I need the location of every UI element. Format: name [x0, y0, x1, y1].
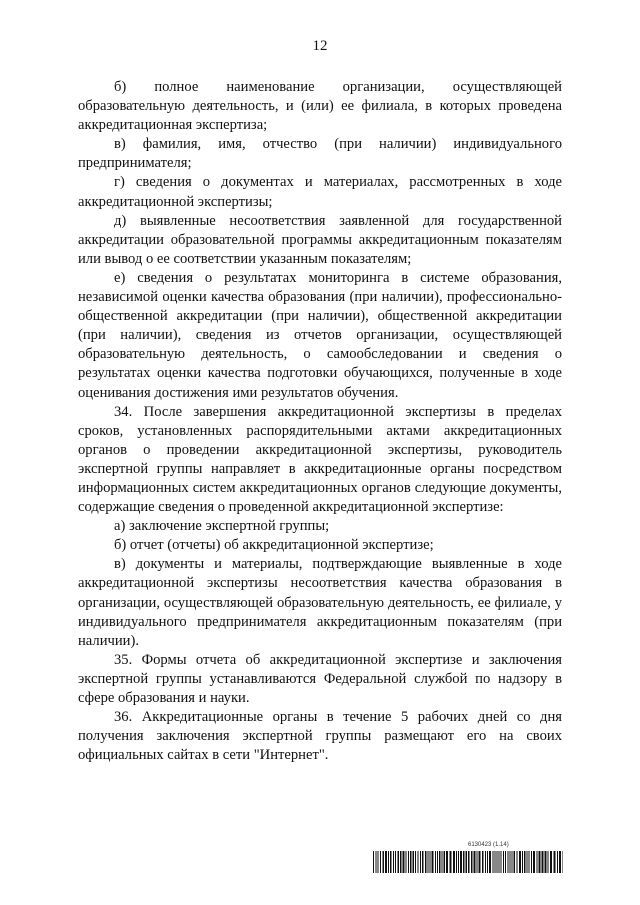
paragraph-item-v-documents: в) документы и материалы, подтверждающие выявленные в ходе аккредитационной экспертизы несоответствия качества образования в организации, осуществляющей образовательную деятельность, ее филиале, у индивидуального предпринимателя аккредитационным показателям (при наличии). [78, 556, 562, 649]
document-code: 6130423 (1.14) [468, 842, 509, 848]
barcode-icon [373, 851, 563, 873]
page-number: 12 [312, 38, 328, 54]
paragraph-item-a-conclusion: а) заключение экспертной группы; [114, 518, 330, 535]
paragraph-clause-35: 35. Формы отчета об аккредитационной экспертизе и заключения экспертной группы устанавливаются Федеральной службой по надзору в сфере образования и науки. [78, 651, 562, 706]
paragraph-item-v-full-name: в) фамилия, имя, отчество (при наличии) индивидуального предпринимателя; [78, 136, 562, 172]
paragraph-item-d-nonconformities: д) выявленные несоответствия заявленной для государственной аккредитации образовательной программы аккредитационным показателям или вывод о ее соответствии указанным показателям; [78, 212, 562, 267]
paragraph-clause-34: 34. После завершения аккредитационной экспертизы в пределах сроков, установленных распорядительными актами аккредитационных органов о проведении аккредитационной экспертизы, руководитель экспертной группы направляет в аккредитационные органы посредством информационных систем аккредитационных органов следующие документы, содержащие сведения о проведенной аккредитационной экспертизе: [78, 403, 562, 516]
paragraph-item-b-full-name: б) полное наименование организации, осуществляющей образовательную деятельность, и (или) ее филиала, в которых проведена аккредитационная экспертиза; [78, 79, 562, 134]
paragraph-clause-36: 36. Аккредитационные органы в течение 5 рабочих дней со дня получения заключения экспертной группы размещают его на своих официальных сайтах в сети "Интернет". [78, 709, 562, 764]
paragraph-item-e-monitoring: е) сведения о результатах мониторинга в системе образования, независимой оценки качества образования (при наличии), профессионально-общественной аккредитации (при наличии), общественной аккредитации (при наличии), сведения из отчетов организации, осуществляющей образовательную деятельность, о самообследовании и сведения о результатах оценки качества подготовки обучающихся, полученные в ходе оценивания достижения ими результатов обучения. [78, 269, 562, 401]
document-body [78, 78, 562, 765]
paragraph-item-b-report: б) отчет (отчеты) об аккредитационной экспертизе; [114, 537, 434, 554]
paragraph-item-g-documents: г) сведения о документах и материалах, рассмотренных в ходе аккредитационной экспертизы; [78, 174, 562, 210]
